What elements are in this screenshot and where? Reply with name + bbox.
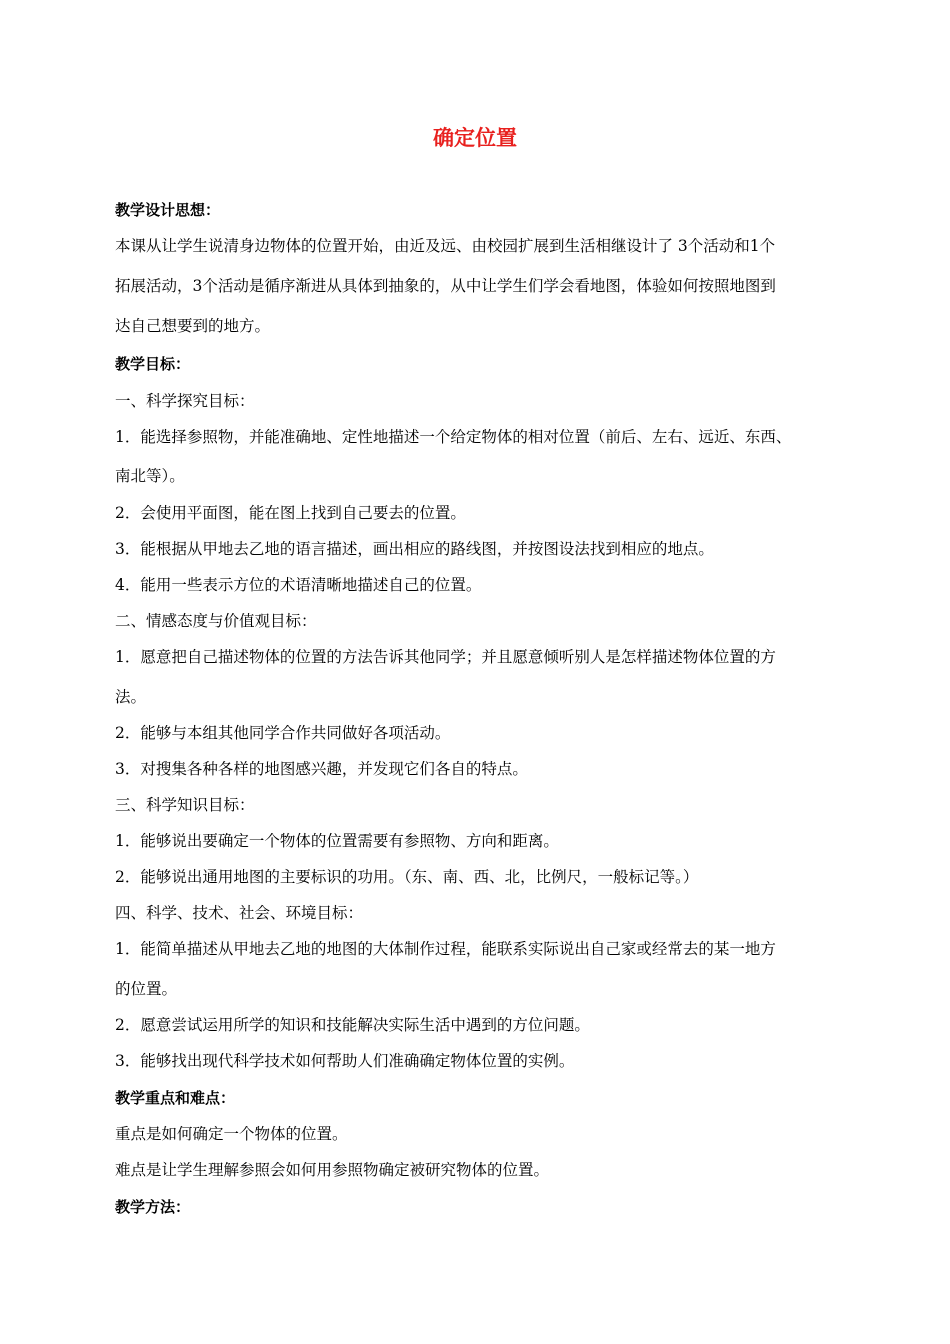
goal1-heading: 一、科学探究目标： xyxy=(115,392,255,410)
keypoints-heading: 教学重点和难点： xyxy=(115,1089,236,1107)
goal1-item: 4．能用一些表示方位的术语清晰地描述自己的位置。 xyxy=(115,576,482,594)
goal4-heading: 四、科学、技术、社会、环境目标： xyxy=(115,904,364,922)
goal2-item: 1．愿意把自己描述物体的位置的方法告诉其他同学；并且愿意倾听别人是怎样描述物体位置的方 xyxy=(115,648,776,666)
goal4-item: 的位置。 xyxy=(115,980,178,998)
goal1-item: 2．会使用平面图，能在图上找到自己要去的位置。 xyxy=(115,504,466,522)
keypoints-item: 难点是让学生理解参照会如何用参照物确定被研究物体的位置。 xyxy=(115,1161,550,1179)
goal4-item: 1．能简单描述从甲地去乙地的地图的大体制作过程，能联系实际说出自己家或经常去的某一地方 xyxy=(115,940,776,958)
goal2-heading: 二、情感态度与价值观目标： xyxy=(115,612,317,630)
goal2-item: 法。 xyxy=(115,688,147,706)
keypoints-item: 重点是如何确定一个物体的位置。 xyxy=(115,1125,348,1143)
goal3-item: 2．能够说出通用地图的主要标识的功用。（东、南、西、北，比例尺，一般标记等。） xyxy=(115,868,699,886)
methods-heading: 教学方法： xyxy=(115,1198,191,1216)
design-line-3: 达自己想要到的地方。 xyxy=(115,317,271,335)
goals-heading: 教学目标： xyxy=(115,355,191,373)
design-line-2: 拓展活动，3个活动是循序渐进从具体到抽象的，从中让学生们学会看地图，体验如何按照地图到 xyxy=(115,277,776,295)
goal1-item: 1．能选择参照物，并能准确地、定性地描述一个给定物体的相对位置（前后、左右、远近、东西、 xyxy=(115,428,792,446)
goal2-item: 2．能够与本组其他同学合作共同做好各项活动。 xyxy=(115,724,451,742)
goal3-heading: 三、科学知识目标： xyxy=(115,796,255,814)
goal3-item: 1．能够说出要确定一个物体的位置需要有参照物、方向和距离。 xyxy=(115,832,559,850)
goal1-item: 南北等）。 xyxy=(115,467,185,485)
document-title: 确定位置 xyxy=(433,126,517,150)
goal1-item: 3．能根据从甲地去乙地的语言描述，画出相应的路线图，并按图设法找到相应的地点。 xyxy=(115,540,714,558)
goal4-item: 2．愿意尝试运用所学的知识和技能解决实际生活中遇到的方位问题。 xyxy=(115,1016,590,1034)
goal2-item: 3．对搜集各种各样的地图感兴趣，并发现它们各自的特点。 xyxy=(115,760,528,778)
design-line-1: 本课从让学生说清身边物体的位置开始，由近及远、由校园扩展到生活相继设计了 3个活动和1个 xyxy=(115,237,776,255)
design-heading: 教学设计思想： xyxy=(115,201,221,219)
goal4-item: 3．能够找出现代科学技术如何帮助人们准确确定物体位置的实例。 xyxy=(115,1052,575,1070)
